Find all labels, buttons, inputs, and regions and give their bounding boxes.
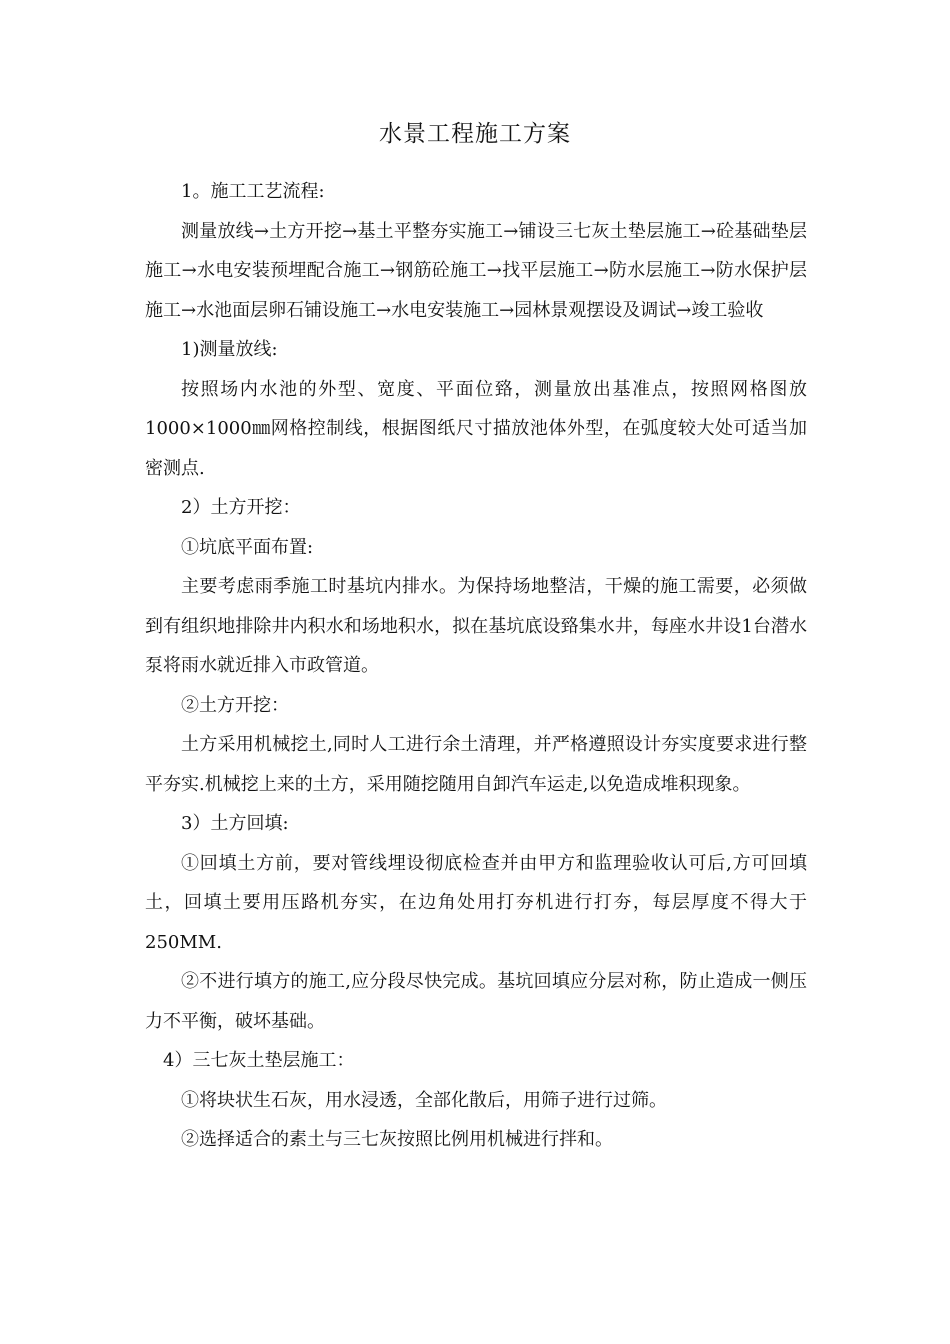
item-excavation: ②土方开挖： bbox=[181, 694, 289, 716]
item-pit-layout: ①坑底平面布置: bbox=[181, 536, 314, 558]
subheading-lime-soil: 4）三七灰土垫层施工： bbox=[163, 1050, 355, 1071]
paragraph-excavation: 土方采用机械挖土,同时人工进行余土清理，并严格遵照设计夯实度要求进行整平夯实.机械挖上来的土方，采用随挖随用自卸汽车运走,以免造成堆积现象。 bbox=[145, 734, 807, 795]
document-body bbox=[145, 172, 807, 1160]
item-lime-soil-1: ①将块状生石灰，用水浸透，全部化散后，用筛子进行过筛。 bbox=[181, 1089, 667, 1111]
paragraph-survey: 按照场内水池的外型、宽度、平面位臵，测量放出基准点，按照网格图放1000×1000㎜网格控制线，根据图纸尺寸描放池体外型，在弧度较大处可适当加密测点. bbox=[145, 378, 807, 479]
item-backfill-2: ②不进行填方的施工,应分段尽快完成。基坑回填应分层对称，防止造成一侧压力不平衡，破坏基础。 bbox=[145, 971, 807, 1032]
item-backfill-1: ①回填土方前，要对管线埋设彻底检查并由甲方和监理验收认可后,方可回填土，回填土要用压路机夯实，在边角处用打夯机进行打夯，每层厚度不得大于250MM. bbox=[145, 852, 807, 953]
document-title: 水景工程施工方案 bbox=[379, 121, 571, 147]
section-heading-process: 1。施工工艺流程: bbox=[181, 181, 325, 202]
subheading-backfill: 3）土方回填: bbox=[181, 813, 289, 834]
paragraph-pit-layout: 主要考虑雨季施工时基坑内排水。为保持场地整洁，干燥的施工需要，必须做到有组织地排除井内积水和场地积水，拟在基坑底设臵集水井，每座水井设1台潜水泵将雨水就近排入市政管道。 bbox=[145, 576, 807, 676]
subheading-survey: 1)测量放线: bbox=[181, 339, 278, 360]
subheading-excavation: 2）土方开挖： bbox=[181, 497, 301, 518]
item-lime-soil-2: ②选择适合的素土与三七灰按照比例用机械进行拌和。 bbox=[181, 1129, 613, 1150]
paragraph-process-flow: 测量放线→土方开挖→基土平整夯实施工→铺设三七灰土垫层施工→砼基础垫层施工→水电安装预埋配合施工→钢筋砼施工→找平层施工→防水层施工→防水保护层施工→水池面层卵石铺设施工→水电安装施工→园林景观摆设及调试→竣工验收 bbox=[145, 220, 807, 321]
